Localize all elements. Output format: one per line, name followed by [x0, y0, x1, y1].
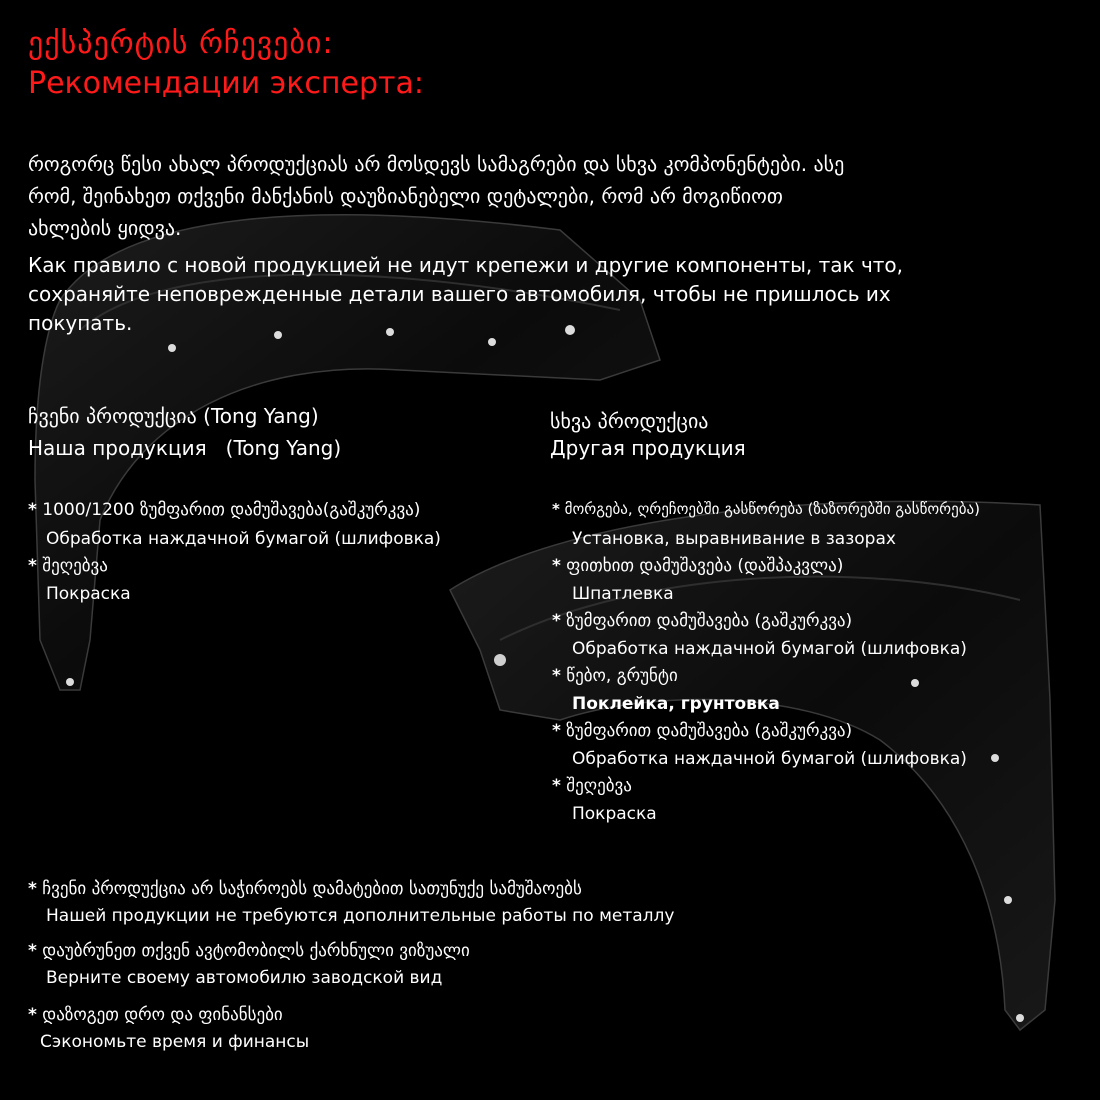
page-title-georgian: ექსპერტის რჩევები: [28, 26, 334, 61]
bullet-star: * [552, 611, 561, 631]
other-item-5-russian: Обработка наждачной бумагой (шлифовка) [572, 749, 967, 769]
our-product-heading-georgian: ჩვენი პროდუქცია (Tong Yang) [28, 404, 319, 428]
benefit-1 [28, 879, 582, 899]
benefit-2 [28, 941, 470, 961]
other-item-3-georgian: ზუმფარით დამუშავება (გაშკურკვა) [566, 611, 853, 631]
bullet-star: * [28, 879, 37, 899]
intro-georgian-line-2: რომ, შეინახეთ თქვენი მანქანის დაუზიანებელი დეტალები, რომ არ მოგიწიოთ [28, 184, 783, 208]
our-item-2-russian: Покраска [46, 584, 131, 604]
benefit-1-russian: Нашей продукции не требуются дополнительные работы по металлу [46, 906, 675, 926]
our-item-1 [28, 500, 420, 520]
benefit-3-georgian: დაზოგეთ დრო და ფინანსები [42, 1005, 283, 1025]
bullet-star: * [28, 500, 37, 520]
our-item-1-russian: Обработка наждачной бумагой (шлифовка) [46, 529, 441, 549]
our-product-heading-russian: Наша продукция (Tong Yang) [28, 436, 342, 460]
our-item-2-georgian: შეღებვა [42, 556, 108, 576]
other-item-3 [552, 611, 852, 631]
our-item-1-georgian: 1000/1200 ზუმფარით დამუშავება(გაშკურკვა) [42, 500, 421, 520]
other-item-4 [552, 666, 678, 686]
bullet-star: * [552, 500, 560, 518]
bullet-star: * [28, 556, 37, 576]
intro-russian-line-1: Как правило с новой продукцией не идут крепежи и другие компоненты, так что, [28, 253, 904, 277]
intro-russian-line-3: покупать. [28, 311, 133, 335]
benefit-1-georgian: ჩვენი პროდუქცია არ საჭიროებს დამატებით სათუნუქე სამუშაოებს [42, 879, 582, 899]
page-title-russian: Рекомендации эксперта: [28, 66, 424, 101]
bullet-star: * [552, 666, 561, 686]
other-item-2-russian: Шпатлевка [572, 584, 674, 604]
other-product-heading-russian: Другая продукция [550, 436, 746, 460]
other-item-6-russian: Покраска [572, 804, 657, 824]
intro-georgian-line-3: ახლების ყიდვა. [28, 216, 182, 240]
other-item-3-russian: Обработка наждачной бумагой (шлифовка) [572, 639, 967, 659]
bullet-star: * [552, 556, 561, 576]
intro-russian-line-2: сохраняйте неповрежденные детали вашего автомобиля, чтобы не пришлось их [28, 282, 891, 306]
other-product-heading-georgian: სხვა პროდუქცია [550, 409, 709, 433]
bullet-star: * [552, 776, 561, 796]
other-item-4-georgian: წებო, გრუნტი [566, 666, 678, 686]
intro-georgian-line-1: როგორც წესი ახალ პროდუქციას არ მოსდევს სამაგრები და სხვა კომპონენტები. ასე [28, 152, 845, 176]
other-item-5-georgian: ზუმფარით დამუშავება (გაშკურკვა) [566, 721, 853, 741]
other-item-6 [552, 776, 632, 796]
other-item-2 [552, 556, 843, 576]
bullet-star: * [28, 941, 37, 961]
other-item-1-georgian: მორგება, ღრეჩოებში გასწორება (ზაზორებში გასწორება) [564, 500, 980, 518]
other-item-1 [552, 500, 980, 518]
our-item-2 [28, 556, 108, 576]
other-item-5 [552, 721, 852, 741]
other-item-4-russian: Поклейка, грунтовка [572, 694, 780, 714]
benefit-2-georgian: დაუბრუნეთ თქვენ ავტომობილს ქარხნული ვიზუალი [42, 941, 470, 961]
benefit-3-russian: Сэкономьте время и финансы [40, 1032, 310, 1052]
benefit-2-russian: Верните своему автомобилю заводской вид [46, 968, 443, 988]
benefit-3 [28, 1005, 283, 1025]
other-item-1-russian: Установка, выравнивание в зазорах [572, 529, 896, 549]
bullet-star: * [28, 1005, 37, 1025]
other-item-2-georgian: ფითხით დამუშავება (დაშპაკვლა) [566, 556, 844, 576]
other-item-6-georgian: შეღებვა [566, 776, 632, 796]
bullet-star: * [552, 721, 561, 741]
